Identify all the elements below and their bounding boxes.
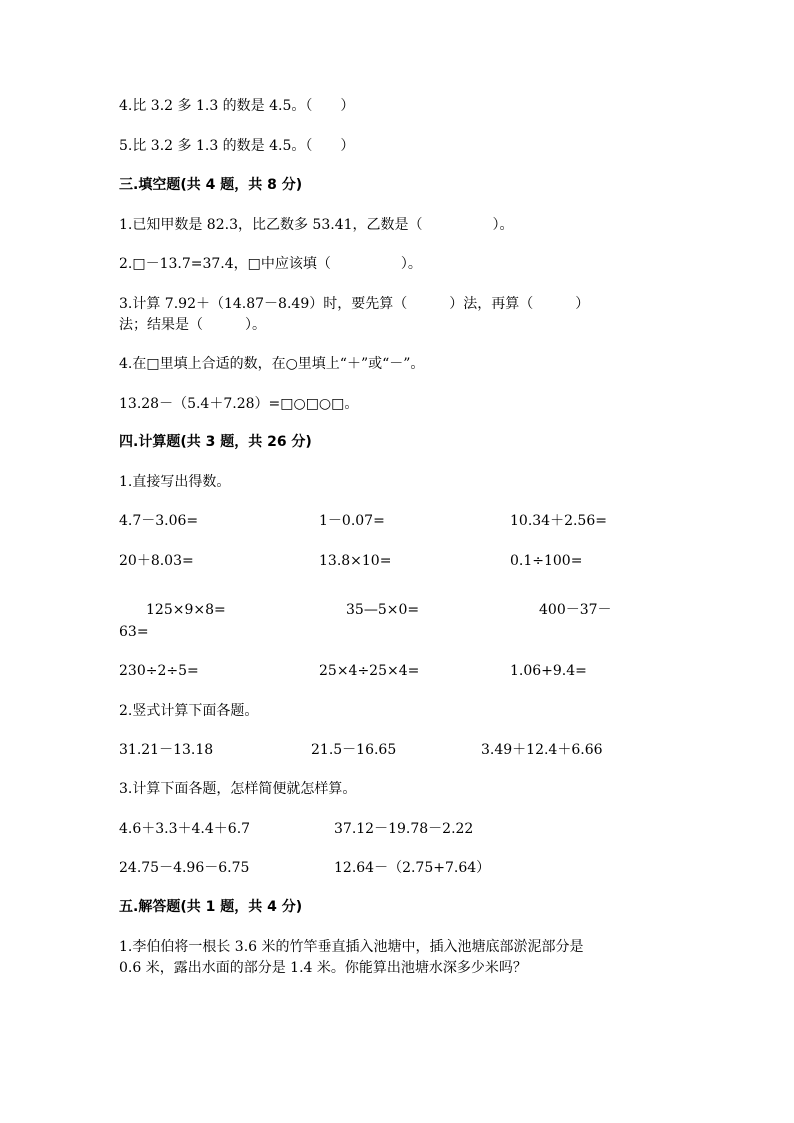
calc-question-3-title: 3.计算下面各题，怎样简便就怎样算。 xyxy=(119,781,357,797)
fill-question-4-expression: 13.28－（5.4＋7.28）=□○□○□。 xyxy=(119,396,359,412)
calc-item: 1－0.07= xyxy=(319,513,385,529)
section-heading-fill: 三.填空题(共 4 题，共 8 分) xyxy=(119,177,303,193)
calc-item: 37.12－19.78－2.22 xyxy=(334,821,474,837)
calc-item: 13.8×10= xyxy=(319,553,392,569)
calc-item: 4.7－3.06= xyxy=(119,513,199,529)
calc-item: 4.6＋3.3＋4.4＋6.7 xyxy=(119,821,251,837)
fill-question-3-line-2: 法；结果是（ ）。 xyxy=(119,317,266,333)
calc-item: 12.64－（2.75+7.64） xyxy=(334,860,491,876)
judge-question-5: 5.比 3.2 多 1.3 的数是 4.5。（ ） xyxy=(119,138,355,154)
calc-item: 35—5×0= xyxy=(346,602,420,618)
calc-item: 230÷2÷5= xyxy=(119,663,199,679)
section-heading-solve: 五.解答题(共 1 题，共 4 分) xyxy=(119,899,303,915)
solve-question-1-line-2: 0.6 米，露出水面的部分是 1.4 米。你能算出池塘水深多少米吗？ xyxy=(119,960,527,976)
calc-question-2-title: 2.竖式计算下面各题。 xyxy=(119,703,259,719)
calc-item: 25×4÷25×4= xyxy=(319,663,420,679)
solve-question-1-line-1: 1.李伯伯将一根长 3.6 米的竹竿垂直插入池塘中，插入池塘底部淤泥部分是 xyxy=(119,939,584,955)
judge-question-4: 4.比 3.2 多 1.3 的数是 4.5。（ ） xyxy=(119,98,355,114)
calc-item-wrap: 63= xyxy=(119,624,149,640)
fill-question-1: 1.已知甲数是 82.3，比乙数多 53.41，乙数是（ ）。 xyxy=(119,217,514,233)
section-heading-calc: 四.计算题(共 3 题，共 26 分) xyxy=(119,434,312,450)
fill-question-3-line-1: 3.计算 7.92＋（14.87－8.49）时，要先算（ ）法，再算（ ） xyxy=(119,296,590,312)
calc-item: 125×9×8= xyxy=(146,602,226,618)
calc-item: 21.5－16.65 xyxy=(311,742,397,758)
fill-question-2: 2.□－13.7=37.4，□中应该填（ ）。 xyxy=(119,256,422,272)
calc-item: 24.75－4.96－6.75 xyxy=(119,860,250,876)
calc-item: 0.1÷100= xyxy=(510,553,583,569)
calc-item: 10.34＋2.56= xyxy=(510,513,607,529)
calc-item: 20＋8.03= xyxy=(119,553,194,569)
calc-item: 3.49＋12.4＋6.66 xyxy=(481,742,603,758)
calc-item: 400－37－ xyxy=(539,602,612,618)
calc-question-1-title: 1.直接写出得数。 xyxy=(119,474,231,490)
calc-item: 31.21－13.18 xyxy=(119,742,214,758)
calc-item: 1.06+9.4= xyxy=(510,663,587,679)
fill-question-4: 4.在□里填上合适的数，在○里填上“＋”或“－”。 xyxy=(119,356,425,372)
